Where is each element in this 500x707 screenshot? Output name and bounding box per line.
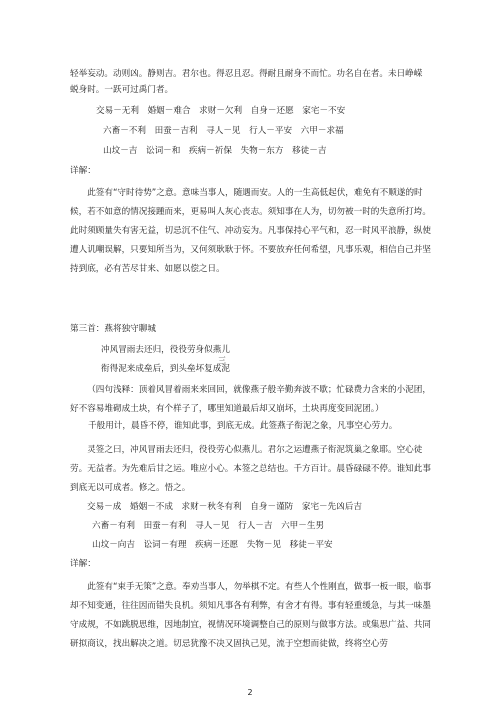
section-title: 第三首：燕将独守聊城 — [70, 324, 156, 334]
intro-line-1: 轻举妄动。动则凶。静则吉。君尔也。得忍且忍。得耐且耐身不而忙。功名自在者。未日峥嵘 — [70, 69, 423, 79]
poem-line-1: 冲风冒雨去还归，役役劳身似燕儿 — [101, 345, 230, 355]
fortune-line: 六畜－不利 田蚕－吉利 寻人－见 行人－平安 六甲－求福 — [103, 126, 344, 136]
fortune-line: 山坟－吉 讼词－和 疾病－祈保 失物－东方 移徒－吉 — [103, 146, 327, 156]
detail-label: 详解： — [70, 559, 96, 569]
detail-label: 详解： — [70, 166, 96, 176]
fortune-line: 交易－成 婚姻－不成 求财－秋冬有利 自身－谨防 家宅－先凶后吉 — [87, 502, 363, 512]
detail-paragraph: 此签有“束手无策”之意。奉劝当事人，勿举棋不定。有些人个性刚直，做事一板一眼，临事却不知变通，往往因而错失良机。须知凡事各有利弊，有舍才有得。事有轻重缓急，与其一味墨守成规，不如跳脱思维，因地制宜，视情况环境调整自己的原则与做事方法。或集思广益、共同研拟商议，找出解决之道。切忌犹豫不决又固执己见，流于空想而徒做，终将空心劳 — [70, 582, 432, 649]
page-number: 2 — [247, 688, 253, 697]
fortune-line: 山坟－向吉 讼词－有理 疾病－还愿 失物－见 移徒－平安 — [92, 540, 333, 550]
poem-line-2: 衔得泥来成垒后，到头垒坏复成泥 — [101, 364, 230, 374]
thousand-plans-line: 千般用计，晨昏不停，谁知此事，到底无成。此签燕子衔泥之象，凡事空心劳力。 — [88, 421, 398, 431]
fortune-line: 交易－无利 婚姻－难合 求财－欠利 自身－还愿 家宅－不安 — [96, 106, 346, 116]
poem-explanation: （四句浅释：顶着风冒着雨来来回回，就像燕子般辛勤奔波不歇；忙碌费力含来的小泥团，好不容易堆砌成土块，有个样子了，哪里知道最后却又崩坏，土块再度变回泥团。） — [70, 385, 431, 414]
detail-paragraph: 此签有“守时待势”之意。意味当事人，随遇而安。人的一生高低起伏，难免有不顺遂的时候，若不如意的情况接踵而来，更易叫人灰心丧志。须知事在人为，切勿被一时的失意所打垮。此时须顾量失有害无益，切忌沉不住气、冲动妄为。凡事保持心平气和，忍一时风平浪静，纵使遭人讥嘲误解，只要知所当为，又何须耿耿于怀。不要放弃任何希望，凡事乐观，相信自己并坚持到底，必有苦尽甘来、如愿以偿之日。 — [70, 188, 431, 274]
spirit-verse-paragraph: 灵签之曰，冲风冒雨去还归，役役劳心似燕儿。君尔之运遭燕子衔泥筑巢之象耶。空心徒劳。无益者。为先难后甘之运。唯应小心。本签之总结也。千方百计。晨昏碌碌不停。谁知此事到底无以可成者。修之。悟之。 — [70, 445, 431, 493]
poem-mark: 三 — [218, 356, 225, 365]
fortune-line: 六畜－有利 田蚕－有利 寻人－见 行人－吉 六甲－生男 — [92, 521, 325, 531]
intro-line-2: 蜕身时。一跃可过禹门者。 — [70, 85, 174, 95]
